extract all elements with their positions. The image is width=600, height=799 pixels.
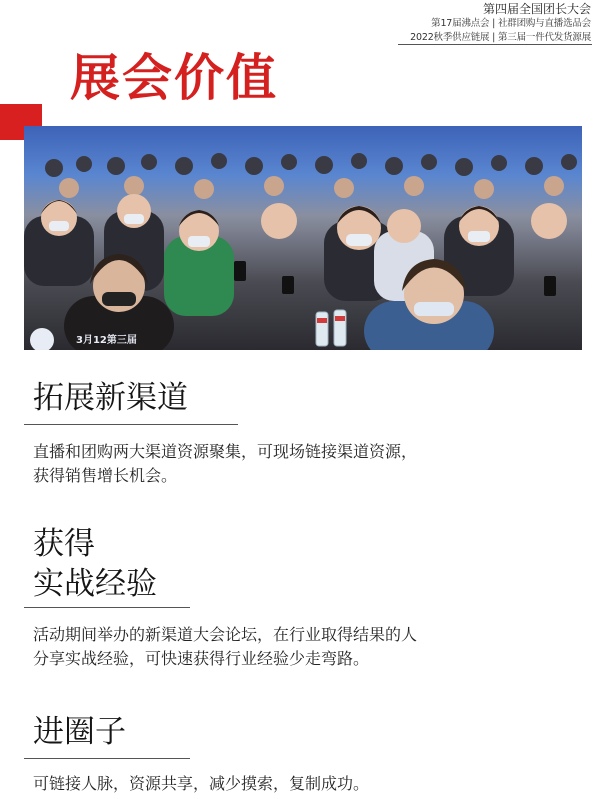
body-line: 可链接人脉，资源共享，减少摸索，复制成功。: [33, 774, 370, 793]
audience-illustration: [24, 126, 582, 350]
heading-line: 获得: [33, 526, 95, 562]
event-header: [410, 2, 591, 45]
photo-caption: 3月12第三届: [76, 335, 137, 346]
body-line: 直播和团购两大渠道资源聚集，可现场链接渠道资源，: [33, 442, 418, 461]
event-line-1: 第17届沸点会 | 社群团购与直播选品会: [431, 18, 591, 29]
section-body-new-channels: [33, 440, 573, 488]
event-logo-icon: [30, 328, 54, 350]
section-body-experience: [33, 623, 573, 671]
heading-line: 实战经验: [33, 566, 157, 602]
body-line: 获得销售增长机会。: [33, 466, 178, 485]
page-title: 展会价值: [70, 48, 278, 107]
conference-audience-photo: [24, 126, 582, 350]
header-divider: [398, 44, 592, 45]
section-divider: [24, 607, 190, 608]
section-divider: [24, 424, 238, 425]
section-heading-circle: 进圈子: [33, 714, 126, 750]
event-line-2: 2022秋季供应链展 | 第三届一件代发货源展: [410, 32, 591, 43]
event-name: 第四届全国团长大会: [482, 2, 591, 16]
section-body-circle: [33, 772, 573, 796]
section-divider: [24, 758, 190, 759]
body-line: 分享实战经验，可快速获得行业经验少走弯路。: [33, 649, 370, 668]
body-line: 活动期间举办的新渠道大会论坛，在行业取得结果的人: [33, 625, 418, 644]
section-heading-experience: [33, 524, 157, 604]
section-heading-new-channels: 拓展新渠道: [33, 380, 188, 416]
